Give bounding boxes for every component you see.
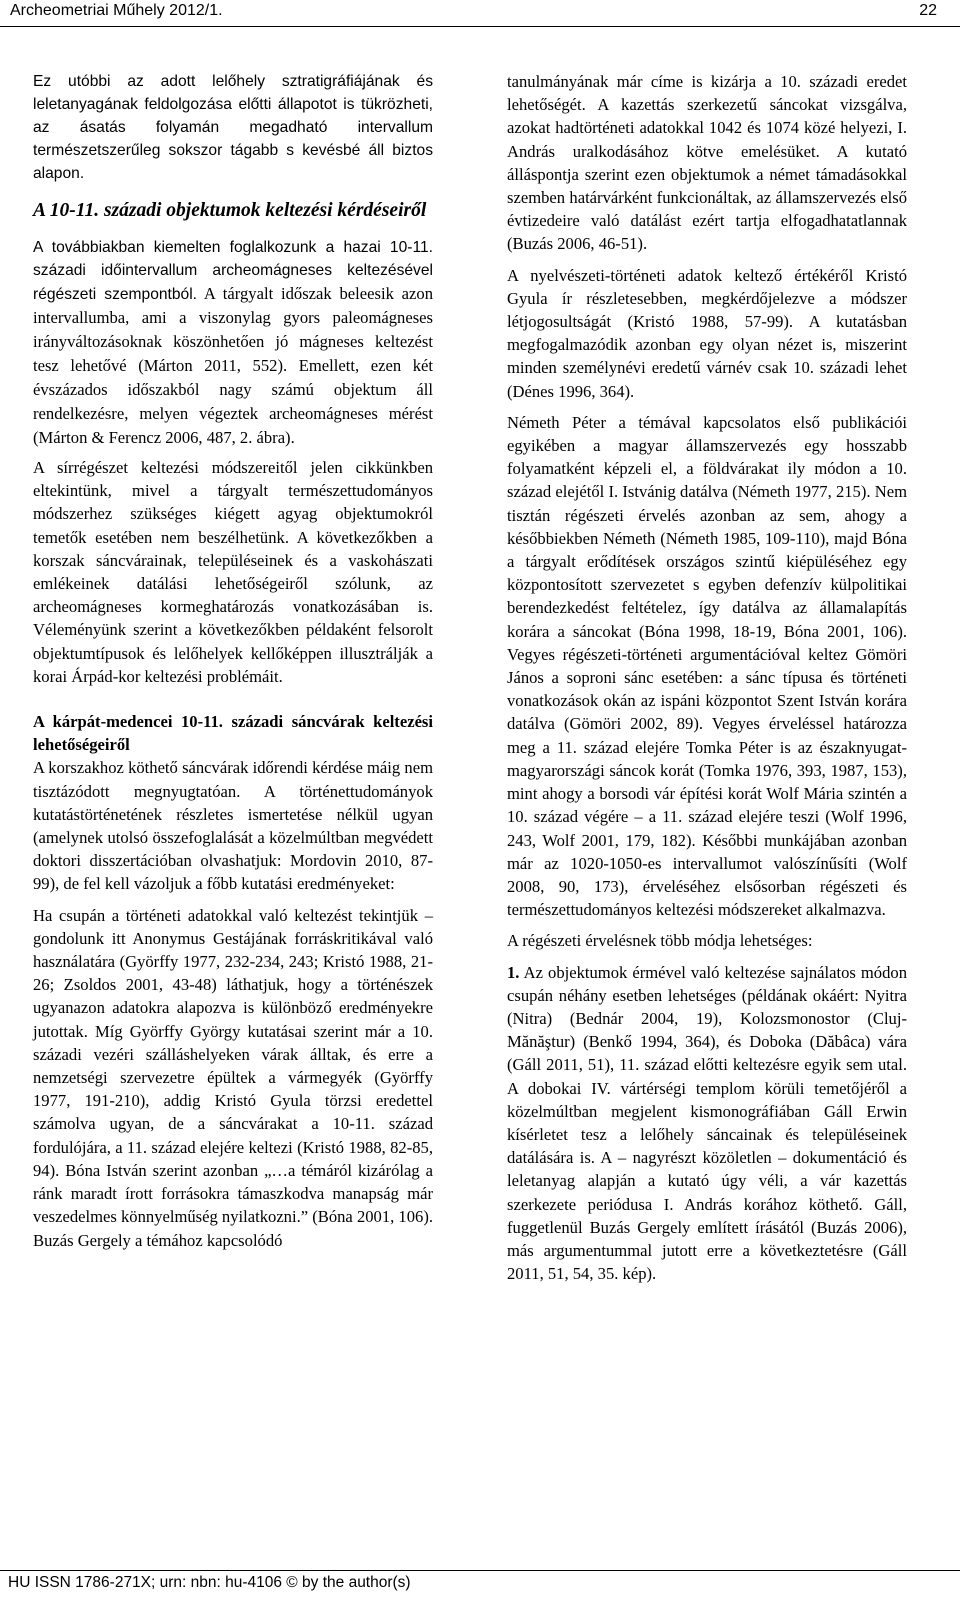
intro-paragraph: Ez utóbbi az adott lelőhely sztratigráfiájának és leletanyagának feldolgozása előtti állapotot is tükrözheti, az ásatás folyamán megadható intervallum természetszerűleg sokszor tágabb s kevésbé áll biztos alapon. bbox=[33, 73, 433, 182]
body-paragraph bbox=[33, 236, 433, 450]
right-column bbox=[507, 70, 907, 1285]
list-number: 1. bbox=[507, 962, 520, 982]
numbered-paragraph bbox=[507, 961, 907, 1286]
section-heading-hillforts: A kárpát-medencei 10-11. századi sáncvárak keltezési lehetőségeiről bbox=[33, 712, 433, 755]
journal-title: Archeometriai Műhely 2012/1. bbox=[10, 2, 223, 19]
left-column bbox=[33, 70, 433, 1252]
paragraph-text: Az objektumok érmével való keltezése sajnálatos módon csupán néhány esetben lehetséges (példának okáért: Nyitra (Nitra) (Bednár 2004, 19), Kolozsmonostor (Cluj-Mănăştur) (Benkő 1994, 364), és Doboka (Dăbâca) vára (Gáll 2011, 51), 11. század előtti keltezésre egyik sem utal. A dobokai IV. vártérségi templom körüli temetőjéről a közelmúltban megjelent kismonográfiában Gáll Erwin kísérletet tesz a lelőhely sáncainak és településeinek datálására is. A – nagyrészt közöletlen – dokumentáció és leletanyag alapján a kutató úgy véli, a vár kazettás szerkezete periódusa I. András korához köthető. Gáll, fuggetlenül Buzás Gergely említett írásától (Buzás 2006), más argumentummal jutott erre a következtetésre (Gáll 2011, 51, 54, 35. kép). bbox=[507, 962, 907, 1284]
sans-text: A továbbiakban kiemelten foglalkozunk a hazai 10-11. századi időintervallum archeomágneses keltezésével régészeti szempontból. bbox=[33, 239, 433, 303]
page-footer bbox=[0, 1570, 960, 1591]
body-paragraph: Németh Péter a témával kapcsolatos első publikációi egyikében a magyar államszervezés egy hosszabb folyamatként képzeli el, a földvárakat ily módon a 10. század elejétől I. Istvánig datálva (Németh 1977, 215). Nem tisztán régészeti érvelés azonban az sem, ahogy a későbbiekben Németh (Németh 1985, 109-110), majd Bóna a tárgyalt erődítések országos szintű kiépüléséhez egy központosított szervezetet s egyben defenzív külpolitikai berendezkedést feltételez, így datálva az államalapítás korára a sáncokat (Bóna 1998, 18-19, Bóna 2001, 106). Vegyes régészeti-történeti argumentációval keltez Gömöri János a soproni sánc esetében: a sánc típusa és történeti vonatkozások okán az ispáni központot Szent István korára datálva (Gömöri 2002, 89). Vegyes érveléssel határozza meg a 11. század elejére Tomka Péter is az északnyugat-magyarországi sáncok korát (Tomka 1976, 393, 1987, 153), mint ahogy a borsodi vár építési korát Wolf Mária szintén a 10. század végére – a 11. század elejére teszi (Wolf 1996, 243, Wolf 2001, 179, 182). Későbbi munkájában azonban már az 1020-1050-es intervallumot valószínűsíti (Wolf 2008, 90, 173), érveléséhez elsősorban régészeti és természettudományos keltezési módszereket alkalmazva. bbox=[507, 412, 907, 920]
serif-text: A tárgyalt időszak beleesik azon intervallumba, ami a viszonylag gyors paleomágneses irányváltozásoknak köszönhetően jó mágneses keltezést tesz lehetővé (Márton 2011, 552). Emellett, ezen két évszázados időszakból nagy számú objektum áll rendelkezésre, melyen végeztek archeomágneses mérést (Márton & Ferencz 2006, 487, 2. ábra). bbox=[33, 284, 434, 447]
body-paragraph: A régészeti érvelésnek több módja lehetséges: bbox=[507, 931, 813, 951]
body-paragraph: Ha csupán a történeti adatokkal való keltezést tekintjük – gondolunk itt Anonymus Gestájának forráskritikával való használatára (Györffy 1977, 232-234, 243; Kristó 1988, 21-26; Zsoldos 2001, 43-48) láthatjuk, hogy a történészek ugyanazon adatokra alapozva is különböző eredményekre jutottak. Míg Györffy György kutatásai szerint már a 10. századi vezéri szálláshelyeken várak álltak, és erre a nemzetségi szervezetre épültek a vármegyék (Györffy 1977, 191-210), addig Kristó Gyula törzsi eredettel számolva ugyan, de a sáncvárakat a 10-11. század fordulójára, a 11. század elejére keltezi (Kristó 1988, 82-85, 94). Bóna István szerint azonban „…a témáról kizárólag a ránk maradt írott forrásokra támaszkodva manapság már veszedelmes könnyelműség nyilatkozni.” (Bóna 2001, 106). Buzás Gergely a témához kapcsolódó bbox=[33, 905, 434, 1250]
body-paragraph: A sírrégészet keltezési módszereitől jelen cikkünkben eltekintünk, mivel a tárgyalt természettudományos módszerhez szükséges kiégett agyag objektumokról temetők esetében nem beszélhetünk. A következőkben a korszak sáncvárainak, településeinek és a vaskohászati emlékeinek datálási lehetőségeiről szólunk, az archeomágneses kormeghatározás vonatkozásában is. Véleményünk szerint a következőkben példaként felsorolt objektumtípusok és lelőhelyek kellőképpen illusztrálják a korai Árpád-kor keltezési problémáit. bbox=[33, 458, 433, 686]
body-paragraph: tanulmányának már címe is kizárja a 10. századi eredet lehetőségét. A kazettás szerkezetű sáncokat vizsgálva, azokat hadtörténeti adatokkal 1042 és 1074 közé helyezi, I. András uralkodásához kötve emelésüket. A kutató álláspontja szerint ezen objektumok a német támadásokkal szemben határvárként funkcionáltak, az államszervezés első évtizedeire való datálást ezért tartja elfogadhatatlannak (Buzás 2006, 46-51). bbox=[507, 72, 907, 254]
section-heading-dating-objects: A 10-11. századi objektumok keltezési kérdéseiről bbox=[33, 200, 427, 221]
page-number: 22 bbox=[919, 2, 937, 19]
body-paragraph: A korszakhoz köthető sáncvárak időrendi kérdése máig nem tisztázódott megnyugtatóan. A történettudományok kutatástörténetének részletes ismertetése nélkül ugyan (amelynek utolsó összefoglalását a közelmúltban megvédett doktori disszertációban olvashatjuk: Mordovin 2010, 87-99), de fel kell vázoljuk a főbb kutatási eredményeket: bbox=[33, 758, 433, 894]
issn-line: HU ISSN 1786-271X; urn: nbn: hu-4106 © by the author(s) bbox=[8, 1574, 411, 1591]
body-paragraph: A nyelvészeti-történeti adatok keltező értékéről Kristó Gyula ír részletesebben, megkérdőjelezve a módszer létjogosultságát (Kristó 1988, 57-99). A kutatásban megfogalmazódik azonban egy olyan nézet is, miszerint minden személynévi eredetű várnév csak 10. századi lehet (Dénes 1996, 364). bbox=[507, 265, 907, 401]
page-header bbox=[0, 0, 960, 27]
